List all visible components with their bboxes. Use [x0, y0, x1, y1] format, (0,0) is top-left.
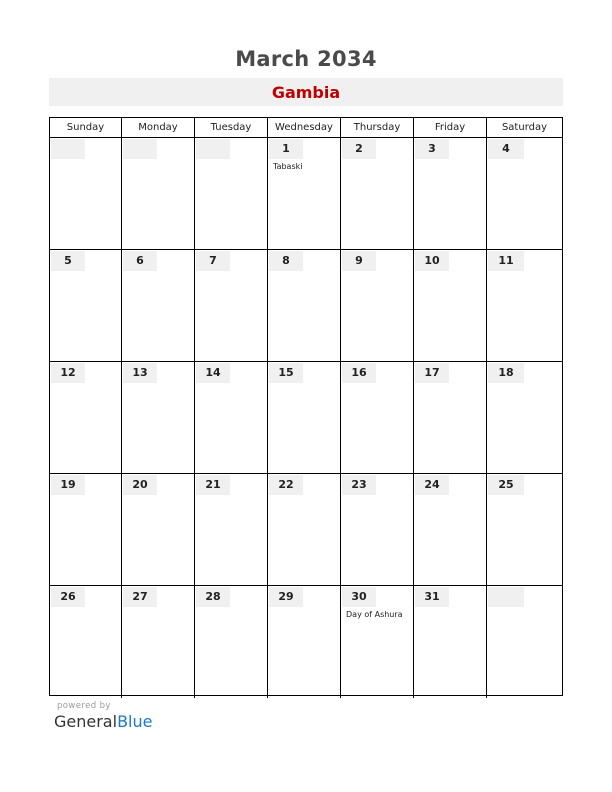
- day-number: 27: [123, 587, 157, 607]
- day-number: 24: [415, 475, 449, 495]
- day-cell[interactable]: [268, 586, 341, 698]
- day-cell[interactable]: [341, 362, 414, 474]
- day-cell[interactable]: [268, 362, 341, 474]
- weekday-header: Wednesday: [268, 118, 341, 138]
- day-cell[interactable]: [414, 138, 487, 250]
- day-number: 26: [51, 587, 85, 607]
- day-number: 19: [51, 475, 85, 495]
- day-number: 21: [196, 475, 230, 495]
- day-cell[interactable]: [50, 362, 122, 474]
- weekday-header: Monday: [122, 118, 195, 138]
- day-number: 10: [415, 251, 449, 271]
- day-cell[interactable]: [268, 474, 341, 586]
- day-number: 3: [415, 139, 449, 159]
- day-cell[interactable]: [122, 586, 195, 698]
- day-number: 6: [123, 251, 157, 271]
- day-number: 18: [488, 363, 524, 383]
- day-number: 9: [342, 251, 376, 271]
- day-cell[interactable]: [50, 250, 122, 362]
- day-cell[interactable]: [195, 362, 268, 474]
- day-number: 12: [51, 363, 85, 383]
- weekday-header: Saturday: [487, 118, 562, 138]
- day-cell[interactable]: [50, 474, 122, 586]
- day-number: [51, 139, 85, 159]
- weekday-header: Tuesday: [195, 118, 268, 138]
- powered-by-text: powered by: [57, 701, 111, 711]
- day-cell[interactable]: [414, 586, 487, 698]
- day-number: [123, 139, 157, 159]
- day-number: 11: [488, 251, 524, 271]
- day-number: 30: [342, 587, 376, 607]
- day-cell[interactable]: [487, 362, 562, 474]
- day-number: 8: [269, 251, 303, 271]
- country-banner: [49, 78, 563, 106]
- day-cell[interactable]: [414, 250, 487, 362]
- weekday-header: Friday: [414, 118, 487, 138]
- day-cell[interactable]: [195, 138, 268, 250]
- day-number: 25: [488, 475, 524, 495]
- day-cell[interactable]: [414, 362, 487, 474]
- day-cell[interactable]: [195, 250, 268, 362]
- weekday-header: Sunday: [50, 118, 122, 138]
- day-cell[interactable]: [195, 474, 268, 586]
- day-number: [488, 587, 524, 607]
- holiday-label: Day of Ashura: [346, 610, 403, 619]
- day-number: 15: [269, 363, 303, 383]
- day-cell[interactable]: [122, 474, 195, 586]
- day-cell[interactable]: [268, 250, 341, 362]
- day-cell[interactable]: [341, 250, 414, 362]
- day-cell[interactable]: [268, 138, 341, 250]
- day-cell[interactable]: [487, 138, 562, 250]
- day-number: 13: [123, 363, 157, 383]
- day-cell[interactable]: [195, 586, 268, 698]
- day-number: 4: [488, 139, 524, 159]
- day-cell[interactable]: [341, 474, 414, 586]
- day-number: 17: [415, 363, 449, 383]
- day-number: 22: [269, 475, 303, 495]
- day-cell[interactable]: [122, 362, 195, 474]
- day-cell[interactable]: [487, 586, 562, 698]
- day-number: 16: [342, 363, 376, 383]
- day-number: 31: [415, 587, 449, 607]
- day-number: 28: [196, 587, 230, 607]
- day-number: 2: [342, 139, 376, 159]
- day-number: 20: [123, 475, 157, 495]
- day-number: 5: [51, 251, 85, 271]
- country-name: Gambia: [271, 83, 341, 102]
- holiday-label: Tabaski: [273, 162, 303, 171]
- day-cell[interactable]: [50, 586, 122, 698]
- day-number: 14: [196, 363, 230, 383]
- day-number: 7: [196, 251, 230, 271]
- day-number: [196, 139, 230, 159]
- day-cell[interactable]: [50, 138, 122, 250]
- day-cell[interactable]: [487, 474, 562, 586]
- calendar-grid: [49, 117, 563, 696]
- generalblue-logo[interactable]: [54, 712, 152, 731]
- day-cell[interactable]: [414, 474, 487, 586]
- day-number: 23: [342, 475, 376, 495]
- day-cell[interactable]: [341, 586, 414, 698]
- brand-blue: Blue: [117, 712, 153, 731]
- day-number: 29: [269, 587, 303, 607]
- weekday-header: Thursday: [341, 118, 414, 138]
- brand-general: General: [54, 712, 118, 731]
- day-cell[interactable]: [487, 250, 562, 362]
- day-number: 1: [269, 139, 303, 159]
- day-cell[interactable]: [122, 250, 195, 362]
- day-cell[interactable]: [341, 138, 414, 250]
- day-cell[interactable]: [122, 138, 195, 250]
- page-title: March 2034: [235, 47, 377, 71]
